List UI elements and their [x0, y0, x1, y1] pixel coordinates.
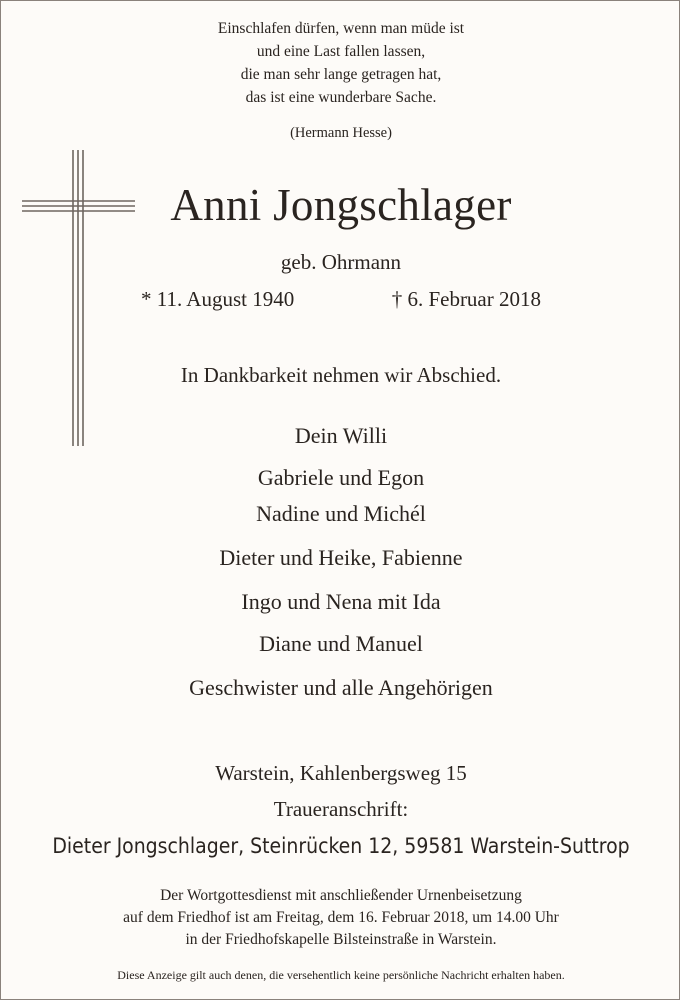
service-line: auf dem Friedhof ist am Freitag, dem 16. Februar 2018, um 14.00 Uhr	[123, 909, 559, 926]
footnote: Diese Anzeige gilt auch denen, die versehentlich keine persönliche Nachricht erhalten haben.	[117, 968, 565, 982]
mourner-line: Dein Willi	[294, 423, 388, 448]
poem-line: das ist eine wunderbare Sache.	[245, 89, 437, 106]
mourner-line: Diane und Manuel	[259, 631, 423, 656]
poem-line: und eine Last fallen lassen,	[256, 43, 426, 60]
poem-author: (Hermann Hesse)	[290, 125, 392, 141]
poem	[1, 17, 680, 109]
service-line: Der Wortgottesdienst mit anschließender Urnenbeisetzung	[160, 887, 522, 904]
service-line: in der Friedhofskapelle Bilsteinstraße in Warstein.	[185, 931, 497, 948]
mourner-line: Nadine und Michél	[256, 501, 426, 526]
maiden-name: geb. Ohrmann	[280, 250, 402, 274]
farewell-text: In Dankbarkeit nehmen wir Abschied.	[180, 363, 502, 387]
mourner-line: Dieter und Heike, Fabienne	[219, 545, 463, 570]
mourning-address: Dieter Jongschlager, Steinrücken 12, 59581 Warstein-Suttrop	[52, 834, 630, 858]
birth-date: * 11. August 1940	[141, 287, 295, 311]
death-date: † 6. Februar 2018	[391, 287, 541, 311]
home-address: Warstein, Kahlenbergsweg 15	[215, 761, 467, 785]
poem-line: die man sehr lange getragen hat,	[240, 66, 442, 83]
poem-line: Einschlafen dürfen, wenn man müde ist	[217, 20, 465, 37]
mourner-line: Ingo und Nena mit Ida	[241, 589, 441, 614]
mourner-line: Gabriele und Egon	[257, 465, 425, 490]
mourning-address-label: Traueranschrift:	[273, 797, 409, 821]
deceased-name: Anni Jongschlager	[170, 180, 512, 230]
service-info	[1, 885, 680, 951]
mourner-line: Geschwister und alle Angehörigen	[189, 675, 493, 700]
life-dates	[141, 287, 541, 312]
